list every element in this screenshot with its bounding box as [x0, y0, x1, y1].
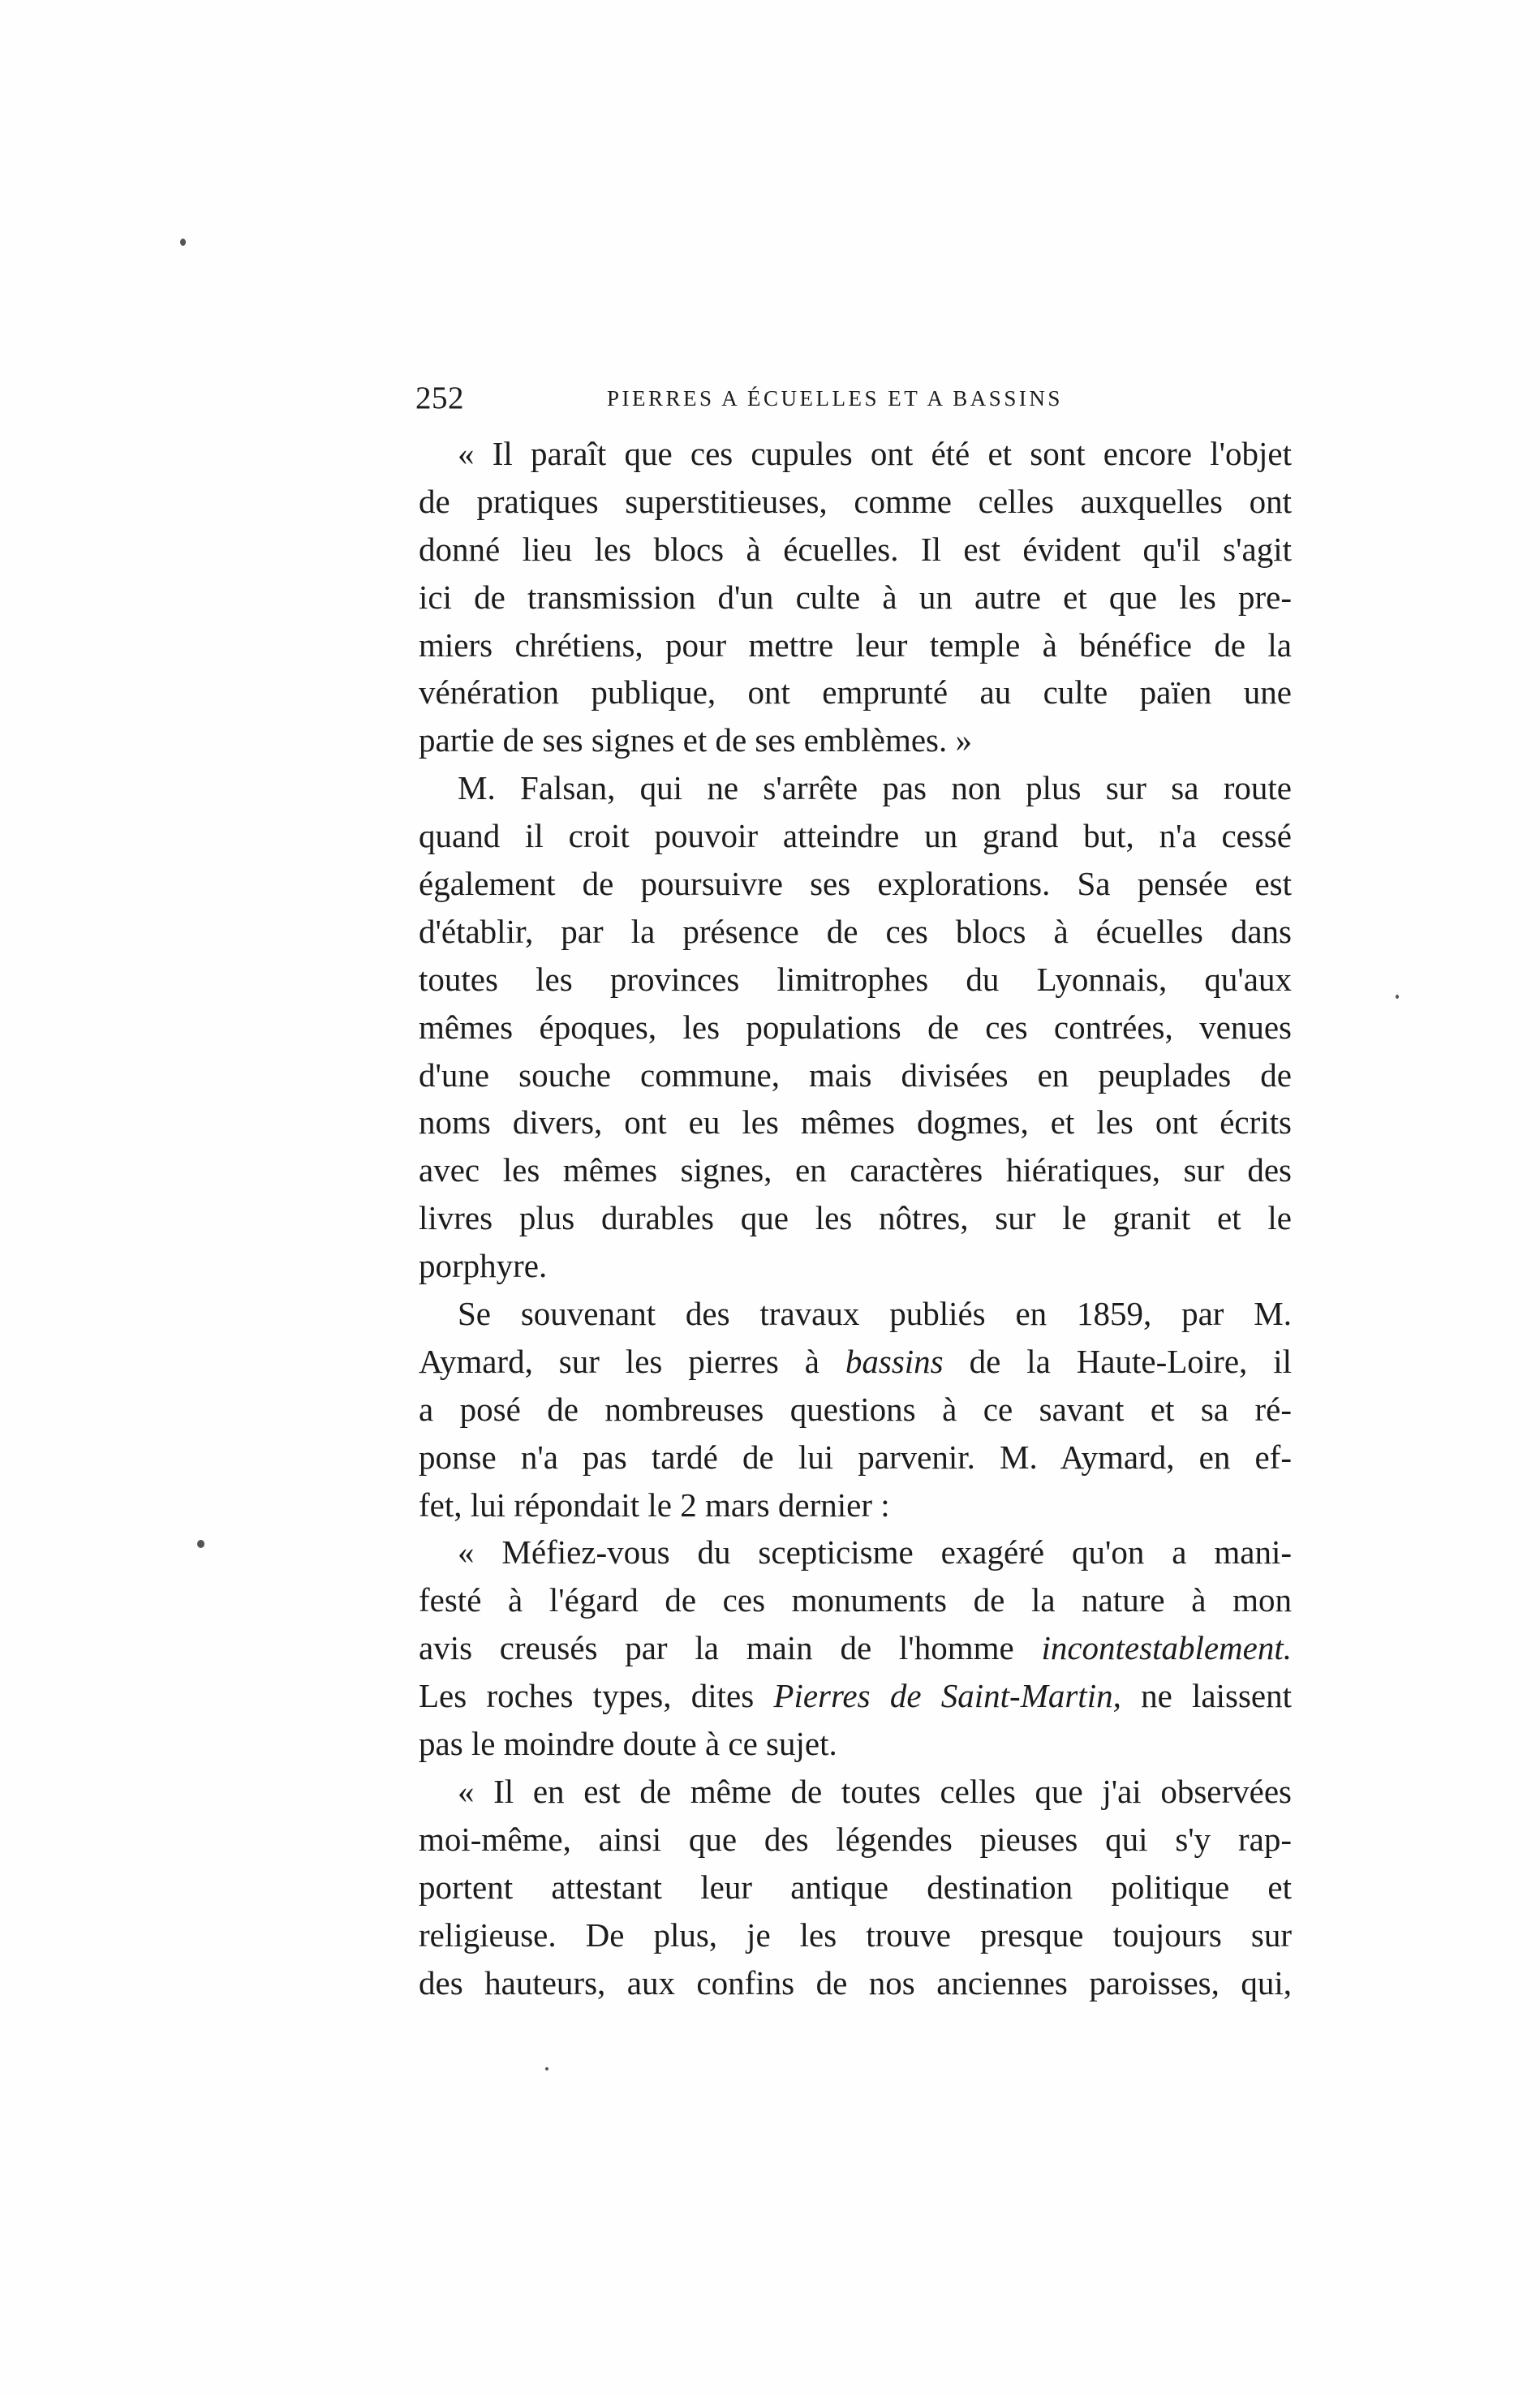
text-run: de la Haute-Loire, il	[943, 1342, 1292, 1380]
text-line: livres plus durables que les nôtres, sur le granit et le	[419, 1199, 1292, 1237]
paper-speck	[545, 2067, 548, 2070]
text-line: de pratiques superstitieuses, comme celles auxquelles ont	[419, 482, 1292, 520]
paper-speck	[180, 239, 186, 246]
text-line: donné lieu les blocs à écuelles. Il est évident qu'il s'agit	[419, 530, 1292, 568]
text-line: des hauteurs, aux confins de nos anciennes paroisses, qui,	[419, 1963, 1292, 2002]
text-line	[419, 1624, 1292, 1672]
text-line	[419, 1672, 1292, 1720]
page-header	[415, 380, 1290, 420]
text-line: « Il paraît que ces cupules ont été et sont encore l'objet	[458, 435, 1292, 472]
text-line: d'une souche commune, mais divisées en peuplades de	[419, 1056, 1292, 1094]
text-line: ponse n'a pas tardé de lui parvenir. M. Aymard, en ef-	[419, 1438, 1292, 1476]
text-line: toutes les provinces limitrophes du Lyonnais, qu'aux	[419, 960, 1292, 998]
page-number: 252	[415, 381, 464, 415]
paper-speck	[1396, 995, 1399, 999]
text-line: « Il en est de même de toutes celles que j'ai observées	[458, 1772, 1292, 1810]
text-line: moi-même, ainsi que des légendes pieuses qui s'y rap-	[419, 1820, 1292, 1858]
text-line: « Méfiez-vous du scepticisme exagéré qu'on a mani-	[458, 1533, 1292, 1572]
text-line: noms divers, ont eu les mêmes dogmes, et les ont écrits	[419, 1103, 1292, 1142]
text-line: également de poursuivre ses explorations. Sa pensée est	[419, 865, 1292, 903]
italic-run: bassins	[845, 1342, 944, 1380]
text-line: festé à l'égard de ces monuments de la nature à mon	[419, 1581, 1292, 1619]
text-line: d'établir, par la présence de ces blocs à écuelles dans	[419, 912, 1292, 950]
paper-speck	[197, 1540, 204, 1548]
text-line: religieuse. De plus, je les trouve presque toujours sur	[419, 1916, 1292, 1954]
text-run: Les roches types, dites	[419, 1677, 774, 1715]
text-run: Aymard, sur les pierres à	[419, 1342, 845, 1380]
running-title: PIERRES A ÉCUELLES ET A BASSINS	[607, 386, 1063, 411]
text-line: quand il croit pouvoir atteindre un grand but, n'a cessé	[419, 817, 1292, 855]
text-line: vénération publique, ont emprunté au culte païen une	[419, 673, 1292, 712]
text-line: miers chrétiens, pour mettre leur temple à bénéfice de la	[419, 626, 1292, 664]
text-line: a posé de nombreuses questions à ce savant et sa ré-	[419, 1390, 1292, 1428]
italic-run: Pierres de Saint-Martin,	[773, 1677, 1121, 1715]
text-line: pas le moindre doute à ce sujet.	[419, 1725, 837, 1763]
body-text	[419, 430, 1292, 2006]
text-line: mêmes époques, les populations de ces contrées, venues	[419, 1008, 1292, 1046]
italic-run: incontestablement.	[1041, 1629, 1292, 1667]
text-run: ne laissent	[1121, 1677, 1292, 1715]
text-line: avec les mêmes signes, en caractères hiératiques, sur des	[419, 1151, 1292, 1189]
text-line: partie de ses signes et de ses emblèmes. »	[419, 721, 973, 759]
text-line: ici de transmission d'un culte à un autre et que les pre-	[419, 578, 1292, 616]
text-line: porphyre.	[419, 1247, 548, 1285]
text-line: fet, lui répondait le 2 mars dernier :	[419, 1486, 890, 1524]
text-line	[419, 1338, 1292, 1386]
text-line: Se souvenant des travaux publiés en 1859, par M.	[458, 1295, 1292, 1333]
text-line: M. Falsan, qui ne s'arrête pas non plus sur sa route	[458, 769, 1292, 807]
text-line: portent attestant leur antique destination politique et	[419, 1868, 1292, 1906]
text-run: avis creusés par la main de l'homme	[419, 1629, 1042, 1667]
